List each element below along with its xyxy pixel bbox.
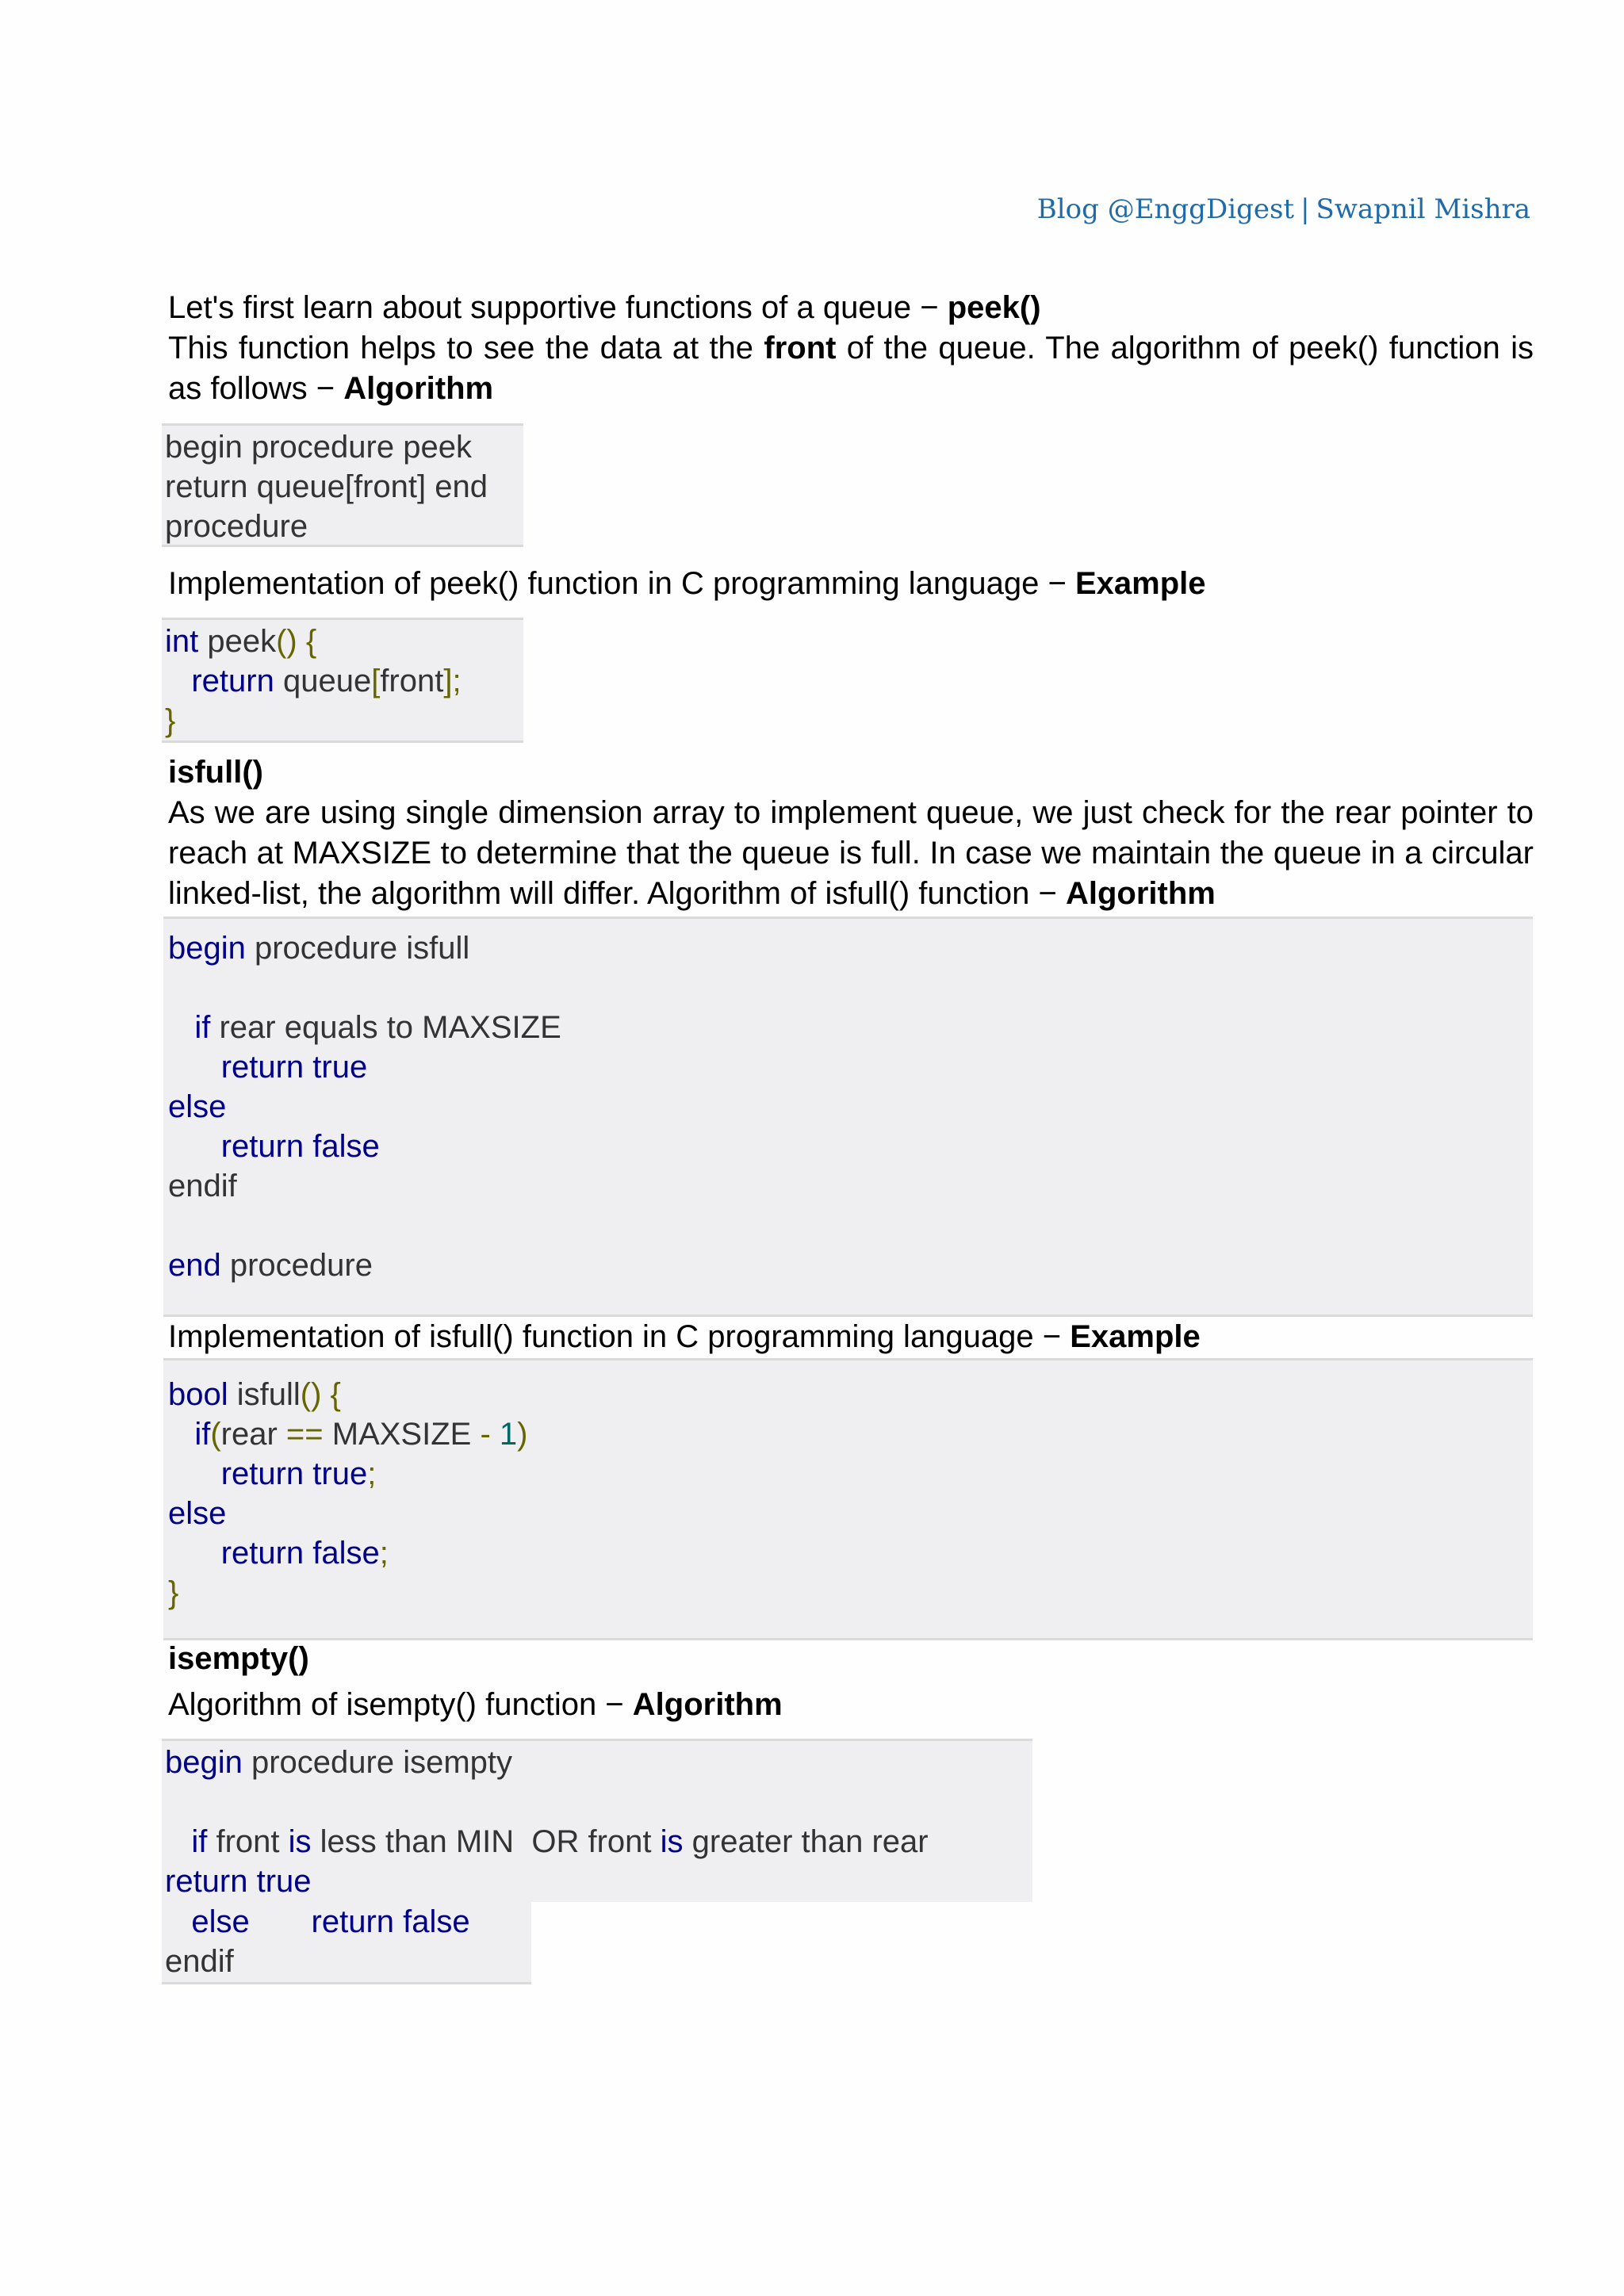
keyword: else bbox=[191, 1904, 250, 1939]
author-name: Swapnil Mishra bbox=[1316, 193, 1530, 225]
code-line bbox=[165, 1902, 531, 1942]
keyword: is bbox=[288, 1824, 312, 1859]
code-line bbox=[168, 928, 1533, 968]
identifier: rear bbox=[220, 1417, 286, 1452]
function-name: peek bbox=[198, 624, 277, 659]
keyword: if bbox=[194, 1417, 211, 1452]
punctuation: } bbox=[165, 703, 176, 738]
punctuation: () { bbox=[276, 624, 317, 659]
isempty-title: isempty() bbox=[168, 1641, 309, 1676]
code-line: procedure bbox=[165, 509, 308, 544]
punctuation: ( bbox=[210, 1417, 221, 1452]
keyword: if bbox=[191, 1824, 208, 1859]
keyword: return true bbox=[165, 1864, 312, 1899]
code-line bbox=[168, 968, 1533, 1008]
code-line: return queue[front] end bbox=[165, 469, 488, 504]
code-line bbox=[165, 1782, 1032, 1822]
peek-impl-label bbox=[168, 564, 1534, 604]
isfull-impl-label bbox=[168, 1317, 1534, 1357]
isfull-desc-text: As we are using single dimension array to implement queue, we just check for the rear pointer to reach at MAXSIZE to determine that the queue is full. In case we maintain the queue in a circular linked-list, the algorithm will differ. Algorithm of isfull() function − bbox=[168, 795, 1534, 911]
keyword: return true bbox=[220, 1050, 368, 1085]
keyword: return bbox=[191, 664, 274, 698]
page-header bbox=[1037, 193, 1530, 225]
code-text: front bbox=[207, 1824, 289, 1859]
code-text: procedure isempty bbox=[242, 1745, 513, 1780]
peek-heading: peek() bbox=[947, 290, 1041, 325]
isfull-algorithm-box bbox=[163, 916, 1533, 1317]
isempty-heading bbox=[168, 1639, 1534, 1679]
keyword: return true bbox=[220, 1456, 368, 1491]
intro-text: Let's first learn about supportive functions of a queue − bbox=[168, 290, 948, 325]
isempty-label-text: Algorithm of isempty() function − bbox=[168, 1687, 633, 1722]
code-line bbox=[168, 1573, 1533, 1613]
code-line bbox=[168, 1454, 1533, 1494]
space bbox=[491, 1417, 500, 1452]
peek-code-box bbox=[162, 618, 523, 743]
code-line bbox=[168, 1375, 1533, 1414]
punctuation: ]; bbox=[443, 664, 462, 698]
code-text: greater than rear bbox=[683, 1824, 929, 1859]
code-text: less than MIN OR front bbox=[311, 1824, 661, 1859]
peek-algorithm-box bbox=[162, 423, 523, 547]
keyword: return false bbox=[220, 1536, 380, 1571]
intro-line bbox=[168, 288, 1534, 328]
isfull-heading bbox=[168, 752, 1534, 793]
example-bold: Example bbox=[1070, 1319, 1201, 1354]
peek-description bbox=[168, 328, 1534, 409]
code-line bbox=[165, 1743, 1032, 1782]
code-line bbox=[168, 1494, 1533, 1533]
code-line bbox=[165, 1862, 1032, 1901]
header-separator: | bbox=[1300, 193, 1310, 225]
code-text: procedure isfull bbox=[245, 931, 470, 966]
code-line bbox=[168, 1166, 1533, 1206]
blog-handle: Blog @EnggDigest bbox=[1036, 193, 1295, 225]
code-line bbox=[168, 1127, 1533, 1166]
isempty-algorithm-box-lower bbox=[162, 1902, 531, 1984]
peek-desc-text: This function helps to see the data at the bbox=[168, 331, 764, 365]
identifier: MAXSIZE bbox=[323, 1417, 481, 1452]
code-text: rear equals to MAXSIZE bbox=[210, 1010, 561, 1045]
keyword: int bbox=[165, 624, 199, 659]
keyword: is bbox=[660, 1824, 684, 1859]
punctuation: [ bbox=[371, 664, 381, 698]
keyword: end bbox=[168, 1248, 221, 1283]
example-bold: Example bbox=[1074, 566, 1206, 601]
algorithm-bold: Algorithm bbox=[632, 1687, 783, 1722]
impl-label-text: Implementation of isfull() function in C programming language − bbox=[168, 1319, 1071, 1354]
peek-desc-text-2: of the queue. The algorithm of peek() function is as follows − bbox=[168, 331, 1534, 406]
punctuation: ; bbox=[379, 1536, 389, 1571]
identifier: queue bbox=[274, 664, 372, 698]
code-line: begin procedure peek bbox=[165, 430, 472, 465]
punctuation: } bbox=[168, 1575, 179, 1610]
front-bold: front bbox=[764, 331, 837, 365]
punctuation: ; bbox=[367, 1456, 377, 1491]
operator: - bbox=[480, 1417, 491, 1452]
code-line bbox=[168, 1008, 1533, 1047]
algorithm-bold: Algorithm bbox=[343, 371, 494, 406]
keyword: else bbox=[168, 1089, 227, 1124]
number-literal: 1 bbox=[499, 1417, 518, 1452]
code-line bbox=[168, 1246, 1533, 1285]
code-line bbox=[168, 1206, 1533, 1246]
keyword: return false bbox=[311, 1904, 470, 1939]
isfull-code-box bbox=[163, 1358, 1533, 1640]
isfull-description bbox=[168, 793, 1534, 914]
identifier: front bbox=[380, 664, 444, 698]
keyword: begin bbox=[168, 931, 246, 966]
keyword: begin bbox=[165, 1745, 243, 1780]
punctuation: ) bbox=[517, 1417, 528, 1452]
code-line bbox=[165, 661, 523, 701]
keyword: return false bbox=[220, 1129, 380, 1164]
keyword: if bbox=[194, 1010, 211, 1045]
code-line bbox=[165, 1942, 531, 1981]
code-line bbox=[165, 701, 523, 740]
code-line bbox=[168, 1087, 1533, 1127]
algorithm-bold: Algorithm bbox=[1065, 876, 1216, 911]
code-line bbox=[165, 622, 523, 661]
code-line bbox=[168, 1533, 1533, 1573]
isempty-label bbox=[168, 1685, 1534, 1725]
keyword: bool bbox=[168, 1377, 228, 1412]
keyword: else bbox=[168, 1496, 227, 1531]
function-name: isfull bbox=[228, 1377, 301, 1412]
isempty-algorithm-box bbox=[162, 1739, 1032, 1902]
code-text: procedure bbox=[220, 1248, 373, 1283]
code-line bbox=[165, 1822, 1032, 1862]
code-text: endif bbox=[168, 1169, 237, 1203]
code-text: endif bbox=[165, 1944, 234, 1979]
code-line bbox=[168, 1047, 1533, 1087]
code-line bbox=[168, 1414, 1533, 1454]
isfull-title: isfull() bbox=[168, 755, 263, 790]
punctuation: () { bbox=[300, 1377, 341, 1412]
operator: == bbox=[285, 1417, 324, 1452]
impl-label-text: Implementation of peek() function in C programming language − bbox=[168, 566, 1075, 601]
